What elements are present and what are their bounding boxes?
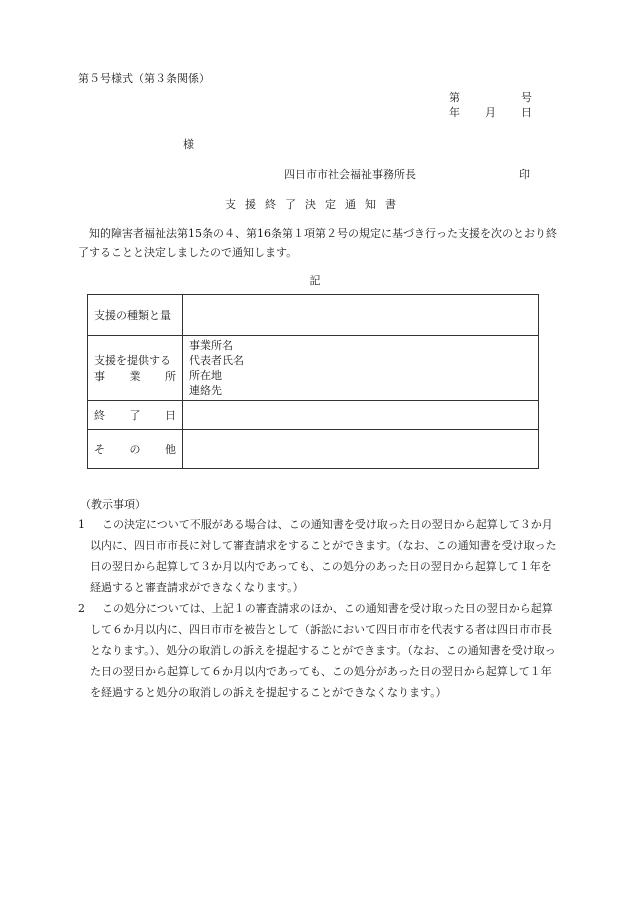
provider-value: [183, 336, 539, 401]
address-label: 所在地: [189, 369, 222, 382]
table-row: [88, 401, 539, 430]
note-text: この処分については、上記１の審査請求のほか、この通知書を受け取った日の翌日から起算して６か月以内に、四日市市を被告として（訴訟において四日市市を代表する者は四日市市長となります。）、処分の取消しの訴えを提起することができます。（なお、この通知書を受け取った日の翌日から起算して６か月以内であっても、この処分があった日の翌日から起算して１年を経過すると処分の取消しの訴えを提起することができなくなります。）: [90, 602, 556, 699]
contact-label: 連絡先: [189, 384, 222, 397]
support-type-label: 支援の種類と量: [88, 295, 183, 336]
date-month: 月: [485, 106, 496, 119]
representative-label: 代表者氏名: [189, 354, 244, 367]
number-prefix: 第: [449, 91, 460, 104]
form-id: 第５号様式（第３条関係）: [78, 72, 210, 85]
provider-name-label: 事業所名: [189, 339, 233, 352]
addressee: 様: [183, 138, 194, 151]
table-row: [88, 336, 539, 401]
note-text: この決定について不服がある場合は、この通知書を受け取った日の翌日から起算して３か月以内に、四日市市長に対して審査請求をすることができます。（なお、この通知書を受け取った日の翌日から起算して３か月以内であっても、この処分のあった日の翌日から起算して１年を経過すると審査請求ができなくなります。）: [90, 518, 557, 594]
provider-label-line1: 支援を提供する: [94, 354, 171, 367]
provider-label: [88, 336, 183, 401]
other-value: [183, 430, 539, 469]
table-row: [88, 295, 539, 336]
number-suffix: 号: [521, 91, 532, 104]
ki-heading: 記: [309, 274, 321, 287]
body-text: 知的障害者福祉法第15条の４、第16条第１項第２号の規定に基づき行った支援を次のとおり終了することと決定しましたので通知します。: [78, 227, 557, 259]
other-label: そ の 他: [88, 430, 183, 469]
document-title: 支援終了決定通知書: [225, 198, 405, 211]
table-row: [88, 430, 539, 469]
notes-title: （教示事項）: [80, 498, 146, 511]
end-date-value: [183, 401, 539, 430]
note-item: [78, 514, 560, 598]
note-number: 2: [78, 602, 85, 615]
note-item: [78, 598, 560, 703]
note-number: 1: [78, 518, 85, 531]
support-type-value: [183, 295, 539, 336]
end-date-label: 終 了 日: [88, 401, 183, 430]
provider-label-line2: 事 業 所: [94, 370, 176, 383]
date-year: 年: [449, 106, 460, 119]
seal-mark: 印: [519, 168, 530, 181]
info-table: [87, 294, 539, 469]
date-day: 日: [521, 106, 532, 119]
issuer: 四日市市社会福祉事務所長: [284, 168, 416, 181]
